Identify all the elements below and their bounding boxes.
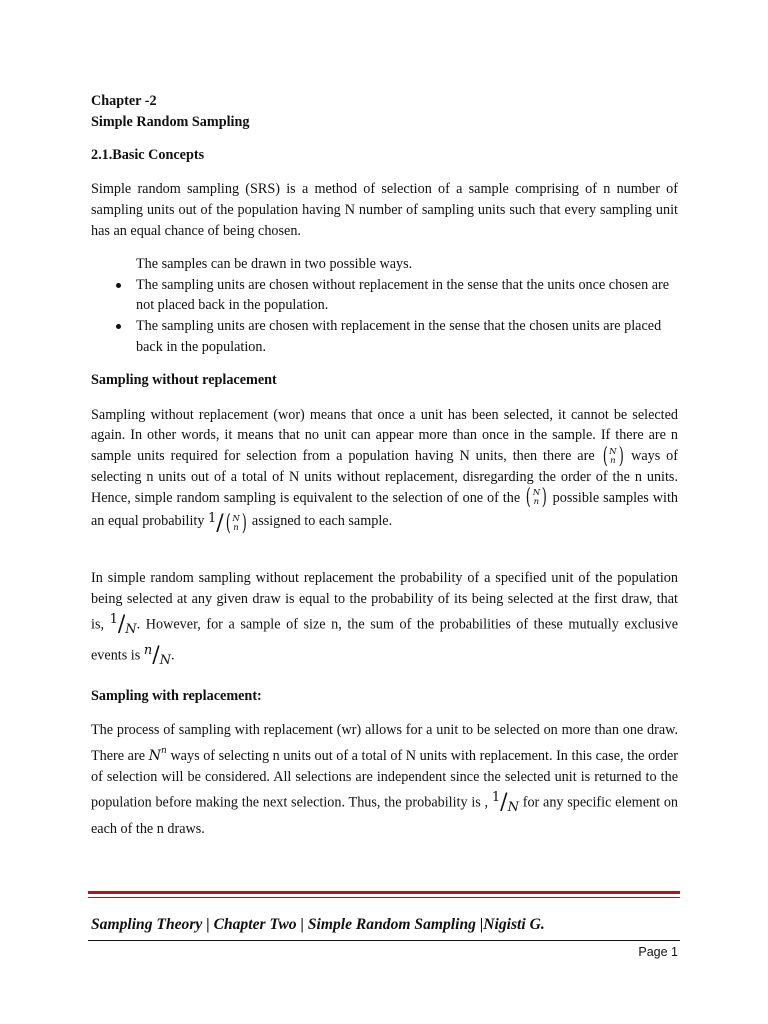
binom-top: N [532, 488, 541, 499]
section-heading: 2.1.Basic Concepts [91, 146, 205, 163]
wor-text: assigned to each sample. [251, 512, 393, 529]
binom-top: N [232, 513, 240, 524]
power-expression [149, 748, 167, 764]
binom-bottom: n [233, 522, 239, 533]
fraction-n-over-n: n/N [143, 642, 171, 668]
bullet-icon [91, 275, 136, 296]
frac-denominator: N [125, 621, 137, 637]
wr-text: ways of selecting n units out of a total of N units with replacement. In this case, the order of selection will be considered. All selections are independent since the selected unit is returned to the population before making the next selection. Thus, the probability is , [91, 748, 679, 811]
chapter-title: Simple Random Sampling [91, 113, 250, 130]
wor-text: possible samples with an equal probability [91, 489, 679, 529]
wr-text: The process of sampling with replacement (wr) allows for a unit to be selected on more than one draw. There are [91, 722, 678, 765]
wor-text: In simple random sampling without replacement the probability of a specified unit of the population being selected at any given draw is equal to the probability of its being selected at the first draw, that is, [91, 570, 678, 633]
frac-denominator: N [507, 799, 519, 815]
wr-paragraph [91, 720, 678, 839]
footer-rule-thick [88, 891, 680, 894]
wor-paragraph-2 [91, 568, 678, 671]
bullet-icon [91, 316, 136, 337]
list-item [91, 316, 678, 358]
intro-paragraph: Simple random sampling (SRS) is a method of selection of a sample comprising of n number of sampling units out of the population having N number of sampling units such that every sampling unit has an equal chance of being chosen. [91, 181, 678, 239]
wor-paragraph-1 [91, 405, 678, 535]
list-lead: The samples can be drawn in two possible ways. [136, 255, 413, 272]
wor-text: Sampling without replacement (wor) means that once a unit has been selected, it cannot be selected again. In other words, it means that no unit can appear more than once in the sample. If there are n sample units required for selection from a population having N units, then there are [91, 406, 678, 465]
footer-title: Sampling Theory | Chapter Two | Simple Random Sampling |Nigisti G. [91, 916, 545, 933]
binom-bottom: n [610, 455, 616, 466]
fraction-one-over-n: 1/N [109, 611, 137, 637]
list-item [91, 275, 678, 317]
wor-text: ways of selecting n units out of a total of N units without replacement, disregarding the order of the n units. Hence, simple random sampling is equivalent to the selection of one of the [91, 448, 679, 506]
wr-heading: Sampling with replacement: [91, 687, 262, 704]
footer-divider [88, 940, 680, 941]
wor-text: . [170, 647, 175, 664]
binomial-coefficient: ( N n ) [602, 443, 624, 469]
binomial-coefficient: ( N n ) [225, 510, 247, 536]
sampling-ways-list [91, 254, 678, 358]
chapter-label: Chapter -2 [91, 93, 157, 109]
binom-top: N [609, 446, 617, 457]
wor-heading: Sampling without replacement [91, 371, 277, 388]
binomial-coefficient: ( N n ) [525, 485, 547, 511]
probability-fraction: 1/ ( N n ) [208, 510, 247, 536]
frac-numerator: 1 [208, 510, 217, 526]
page-number: Page 1 [638, 945, 678, 959]
page-content [91, 91, 678, 839]
fraction-one-over-n: 1/N [491, 789, 519, 815]
footer-rule-thin [88, 897, 680, 898]
power-exponent: n [161, 746, 167, 757]
frac-numerator: 1 [109, 611, 118, 627]
list-item-text: The sampling units are chosen without replacement in the sense that the units once chosen are not placed back in the population. [136, 276, 670, 314]
power-base: N [148, 748, 162, 765]
wor-text: . However, for a sample of size n, the sum of the probabilities of these mutually exclusive events is [91, 616, 679, 664]
frac-numerator: n [143, 642, 153, 658]
binom-bottom: n [533, 497, 540, 508]
list-item-text: The sampling units are chosen with replacement in the sense that the chosen units are placed back in the population. [136, 318, 662, 355]
wr-text: for any specific element on each of the n draws. [91, 794, 679, 837]
frac-numerator: 1 [491, 789, 501, 805]
frac-denominator: N [159, 652, 171, 668]
